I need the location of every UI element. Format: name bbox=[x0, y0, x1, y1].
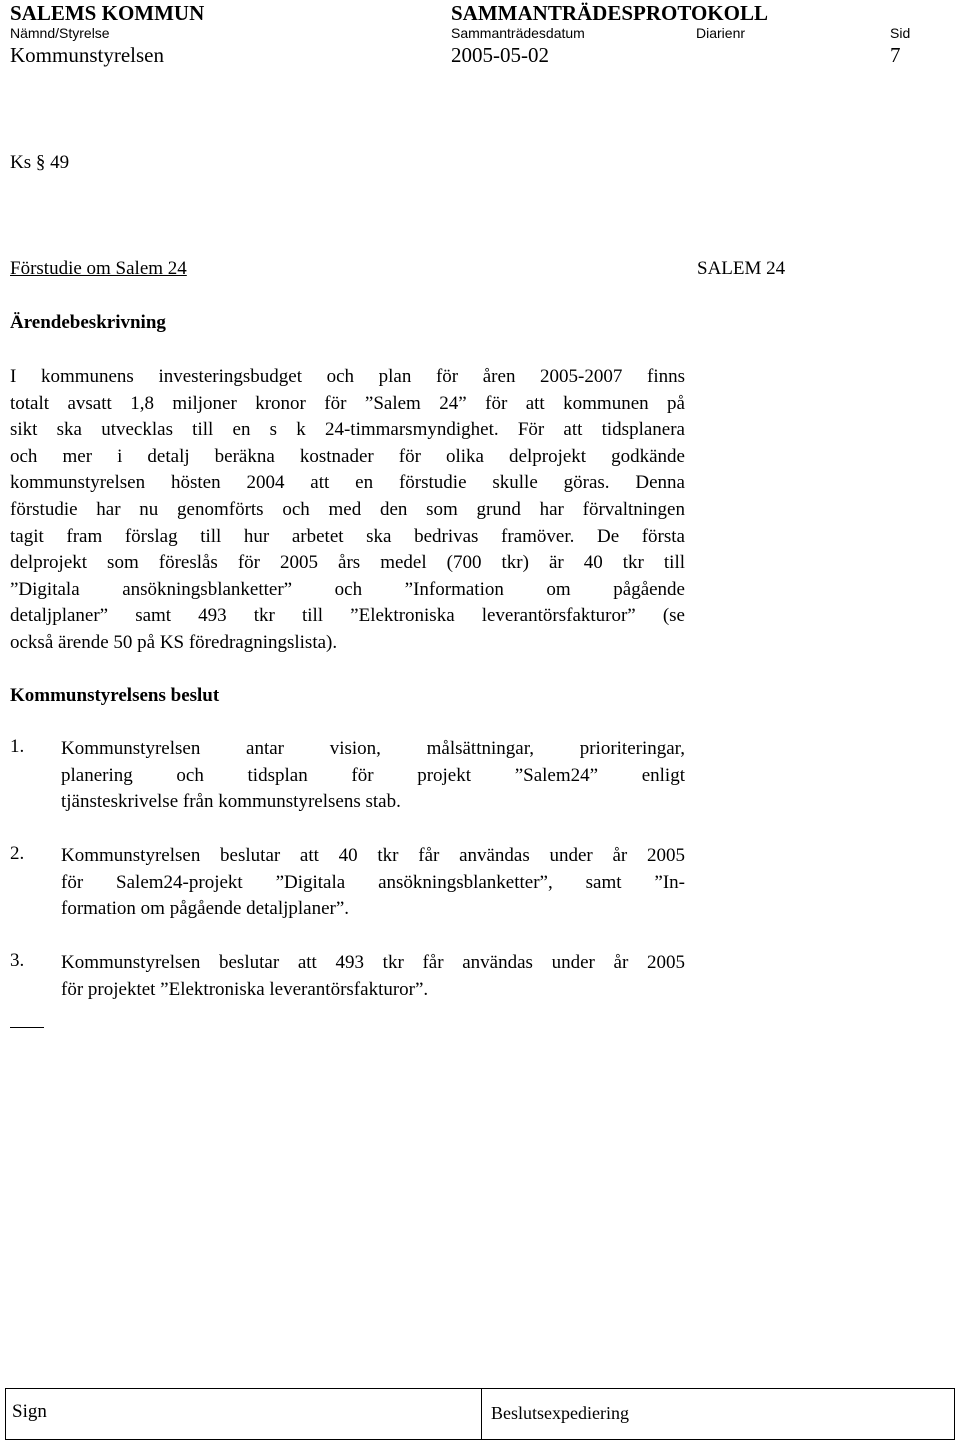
dispatch-label: Beslutsexpediering bbox=[491, 1403, 629, 1423]
description-line: I kommunens investeringsbudget och plan för åren 2005-2007 finns bbox=[10, 366, 685, 387]
document-type: SAMMANTRÄDESPROTOKOLL bbox=[451, 1, 768, 25]
decision-item-line: planering och tidsplan för projekt ”Salem24” enligt bbox=[61, 764, 685, 786]
description-line: tagit fram förslag till hur arbetet ska bedrivas framöver. De första bbox=[10, 525, 685, 547]
description-line: delprojekt som föreslås för 2005 års medel (700 tkr) är 40 tkr till bbox=[10, 552, 685, 574]
decision-item bbox=[61, 950, 685, 1003]
case-number: Ks § 49 bbox=[10, 152, 70, 173]
decision-item-number: 1. bbox=[10, 736, 25, 757]
description-line: ”Digitala ansökningsblanketter” och ”Information om pågående bbox=[10, 578, 685, 600]
board-name: Kommunstyrelsen bbox=[10, 43, 164, 67]
signature-footer bbox=[5, 1388, 955, 1440]
footer-divider bbox=[481, 1389, 482, 1439]
decision-item-line: för projektet ”Elektroniska leverantörsfakturor”. bbox=[61, 978, 429, 1000]
description-line: detaljplaner” samt 493 tkr till ”Elektroniska leverantörsfakturor” (se bbox=[10, 605, 685, 627]
decision-heading: Kommunstyrelsens beslut bbox=[10, 685, 220, 706]
page-label: Sid bbox=[890, 25, 911, 41]
meeting-date: 2005-05-02 bbox=[451, 43, 549, 67]
decision-item bbox=[61, 843, 685, 923]
decision-item-line: formation om pågående detaljplaner”. bbox=[61, 898, 350, 920]
subject-title: Förstudie om Salem 24 bbox=[10, 258, 187, 279]
page-number: 7 bbox=[890, 43, 901, 67]
decision-item-line: Kommunstyrelsen antar vision, målsättningar, prioriteringar, bbox=[61, 738, 685, 759]
description-heading: Ärendebeskrivning bbox=[10, 312, 166, 333]
description-line: totalt avsatt 1,8 miljoner kronor för ”Salem 24” för att kommunen på bbox=[10, 392, 685, 414]
decision-item-line: Kommunstyrelsen beslutar att 40 tkr får användas under år 2005 bbox=[61, 845, 685, 866]
board-label: Nämnd/Styrelse bbox=[10, 25, 110, 41]
decision-item-number: 3. bbox=[10, 950, 25, 971]
decision-item-line: för Salem24-projekt ”Digitala ansökningsblanketter”, samt ”In- bbox=[61, 871, 685, 893]
subject-reference: SALEM 24 bbox=[697, 258, 786, 279]
description-line: och mer i detalj beräkna kostnader för olika delprojekt godkände bbox=[10, 445, 685, 467]
decision-item-line: Kommunstyrelsen beslutar att 493 tkr får användas under år 2005 bbox=[61, 952, 685, 973]
description-line: sikt ska utvecklas till en s k 24-timmarsmyndighet. För att tidsplanera bbox=[10, 419, 685, 441]
sign-label: Sign bbox=[12, 1401, 47, 1422]
decision-item bbox=[61, 736, 685, 816]
meeting-date-label: Sammanträdesdatum bbox=[451, 25, 585, 41]
description-line: förstudie har nu genomförts och med den som grund har förvaltningen bbox=[10, 498, 685, 520]
description-line: också ärende 50 på KS föredragningslista). bbox=[10, 631, 338, 653]
decision-item-number: 2. bbox=[10, 843, 25, 864]
org-name: SALEMS KOMMUN bbox=[10, 1, 205, 25]
description-paragraph bbox=[10, 364, 685, 657]
registry-number-label: Diarienr bbox=[696, 25, 746, 41]
description-line: kommunstyrelsen hösten 2004 att en förstudie skulle göras. Denna bbox=[10, 472, 685, 494]
decision-item-line: tjänsteskrivelse från kommunstyrelsens stab. bbox=[61, 791, 401, 813]
end-rule bbox=[10, 1027, 44, 1028]
